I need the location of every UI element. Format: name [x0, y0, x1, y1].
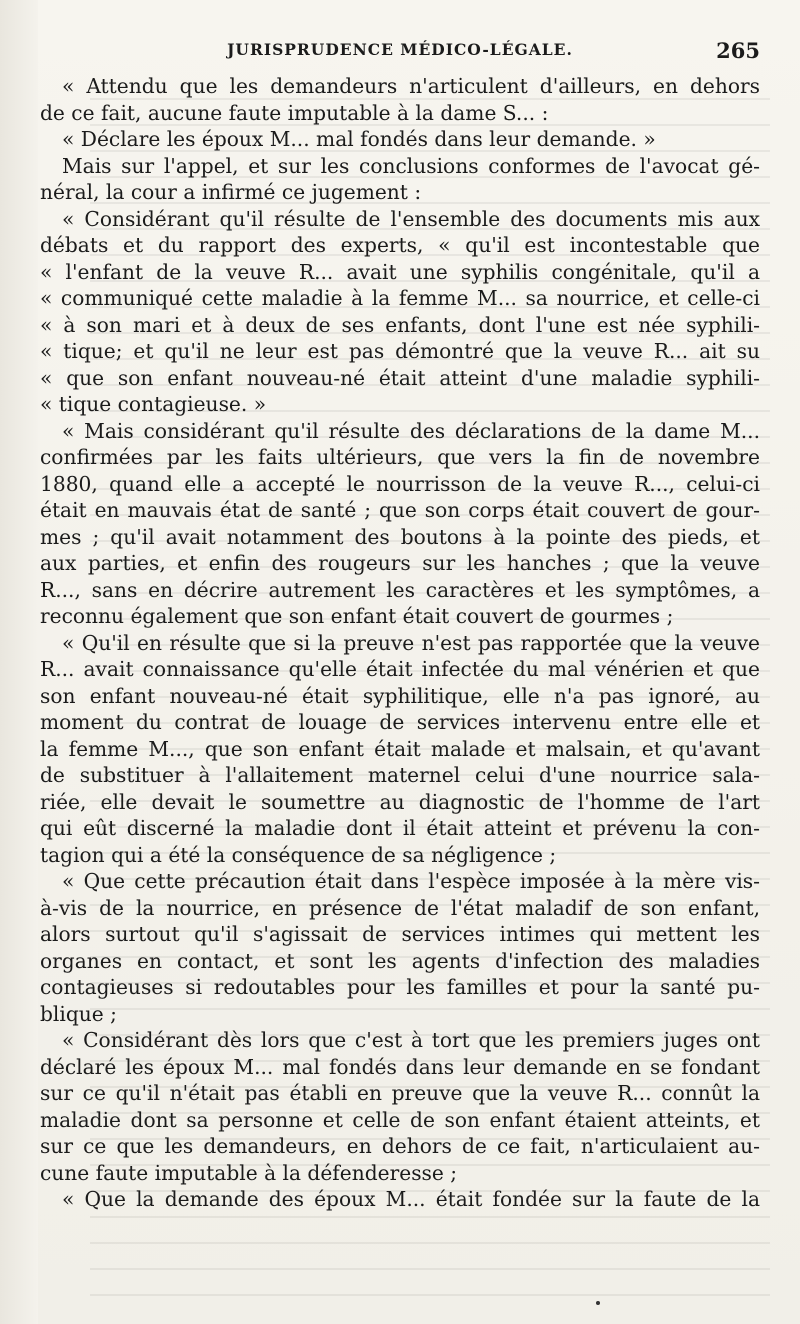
- text-line: « communiqué cette maladie à la femme M... sa nourrice, et celle-ci: [40, 286, 760, 310]
- text-line: débats et du rapport des experts, « qu'il est incontestable que: [40, 233, 760, 257]
- text-line: était en mauvais état de santé ; que son corps était couvert de gour-: [40, 498, 760, 522]
- text-line: riée, elle devait le soumettre au diagnostic de l'homme de l'art: [40, 789, 760, 814]
- text-line: cune faute imputable à la défenderesse ;: [40, 1160, 458, 1185]
- text-line: « Qu'il en résulte que si la preuve n'est pas rapportée que la veuve: [62, 630, 760, 655]
- text-line: reconnu également que son enfant était couvert de gourmes ;: [40, 604, 674, 628]
- text-line: néral, la cour a infirmé ce jugement :: [40, 180, 422, 204]
- text-line: « que son enfant nouveau-né était atteint d'une maladie syphili-: [40, 365, 760, 390]
- text-line: « à son mari et à deux de ses enfants, dont l'une est née syphili-: [40, 312, 760, 337]
- text-line: organes en contact, et sont les agents d'infection des maladies: [40, 948, 760, 973]
- page-header: [40, 38, 760, 64]
- text-line: blique ;: [40, 1001, 117, 1026]
- text-line: à-vis de la nourrice, en présence de l'état maladif de son enfant,: [40, 895, 760, 920]
- text-line: « Que la demande des époux M... était fondée sur la faute de la: [62, 1187, 760, 1211]
- text-line: 1880, quand elle a accepté le nourrisson de la veuve R..., celui-ci: [40, 471, 760, 496]
- ink-speck: [596, 1301, 600, 1305]
- text-line: R... avait connaissance qu'elle était infectée du mal vénérien et que: [40, 657, 760, 681]
- text-line: Mais sur l'appel, et sur les conclusions conformes de l'avocat gé-: [62, 153, 760, 178]
- text-line: « Considérant qu'il résulte de l'ensemble des documents mis aux: [62, 206, 760, 231]
- text-line: tagion qui a été la conséquence de sa négligence ;: [40, 842, 557, 867]
- text-line: de ce fait, aucune faute imputable à la dame S... :: [40, 100, 549, 125]
- running-head: JURISPRUDENCE MÉDICO-LÉGALE.: [227, 40, 573, 59]
- text-line: qui eût discerné la maladie dont il était atteint et prévenu la con-: [40, 816, 760, 840]
- text-line: « Que cette précaution était dans l'espèce imposée à la mère vis-: [62, 869, 760, 893]
- text-line: « Mais considérant qu'il résulte des déclarations de la dame M...: [62, 418, 760, 443]
- body-text: [40, 73, 760, 1213]
- text-line: déclaré les époux M... mal fondés dans leur demande en se fondant: [40, 1054, 760, 1079]
- text-line: contagieuses si redoutables pour les familles et pour la santé pu-: [40, 975, 760, 999]
- page-gutter-shadow: [0, 0, 38, 1324]
- text-line: sur ce que les demandeurs, en dehors de ce fait, n'articulaient au-: [40, 1134, 760, 1158]
- text-line: « Considérant dès lors que c'est à tort que les premiers juges ont: [62, 1028, 760, 1052]
- text-line: maladie dont sa personne et celle de son enfant étaient atteints, et: [40, 1107, 760, 1132]
- text-line: « tique contagieuse. »: [40, 392, 267, 416]
- text-line: son enfant nouveau-né était syphilitique, elle n'a pas ignoré, au: [40, 683, 760, 708]
- text-line: confirmées par les faits ultérieurs, que vers la fin de novembre: [40, 445, 760, 469]
- text-line: aux parties, et enfin des rougeurs sur les hanches ; que la veuve: [40, 551, 760, 575]
- text-line: « tique; et qu'il ne leur est pas démontré que la veuve R... ait su: [40, 339, 760, 363]
- page-number: 265: [716, 38, 760, 63]
- text-line: « Attendu que les demandeurs n'articulent d'ailleurs, en dehors: [62, 74, 760, 98]
- text-line: « l'enfant de la veuve R... avait une syphilis congénitale, qu'il a: [40, 259, 760, 284]
- text-line: R..., sans en décrire autrement les caractères et les symptômes, a: [40, 577, 760, 602]
- text-line: « Déclare les époux M... mal fondés dans leur demande. »: [62, 127, 656, 151]
- text-line: sur ce qu'il n'était pas établi en preuve que la veuve R... connût la: [40, 1081, 760, 1105]
- text-line: la femme M..., que son enfant était malade et malsain, et qu'avant: [40, 736, 760, 761]
- text-line: mes ; qu'il avait notamment des boutons à la pointe des pieds, et: [40, 524, 760, 549]
- text-line: moment du contrat de louage de services intervenu entre elle et: [40, 710, 760, 734]
- text-line: de substituer à l'allaitement maternel celui d'une nourrice sala-: [40, 763, 760, 787]
- text-line: alors surtout qu'il s'agissait de services intimes qui mettent les: [40, 922, 760, 946]
